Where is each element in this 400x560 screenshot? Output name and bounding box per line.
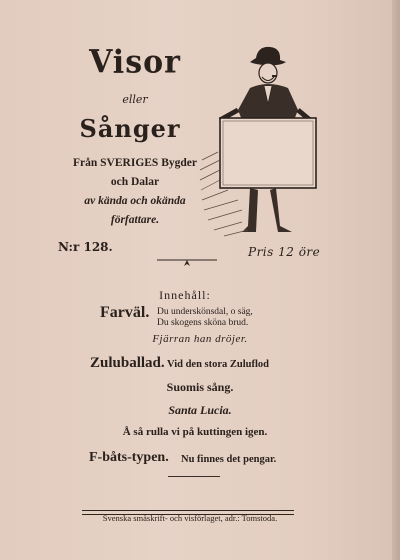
divider-rule <box>168 476 220 477</box>
song-title: Santa Lucia. <box>168 403 232 417</box>
song-lines <box>157 307 253 329</box>
cover-origin <box>50 154 220 230</box>
song-line: Du underskönsdal, o säg, <box>157 307 253 317</box>
price-label: Pris 12 öre <box>248 245 321 259</box>
song-subtitle: Nu finnes det pengar. <box>181 454 277 465</box>
origin-line: Från SVERIGES Bygder <box>73 157 197 169</box>
song-title: F-båts-typen. <box>89 450 169 465</box>
origin-line: författare. <box>110 214 160 226</box>
cover-title: Visor <box>89 44 181 81</box>
song-subtitle: Vid den stora Zuluflod <box>167 359 270 370</box>
song-title: Fjärran han dröjer. <box>152 333 248 345</box>
song-line: Du skogens sköna brud. <box>157 318 249 328</box>
page-edge <box>392 0 400 560</box>
song-title: Å så rulla vi på kuttingen igen. <box>122 426 268 438</box>
issue-number: N:r 128. <box>58 240 113 254</box>
song-title: Zuluballad. <box>90 355 165 371</box>
origin-line: av kända och okända <box>84 195 186 207</box>
song-title: Farväl. <box>100 304 150 321</box>
ornament-divider <box>157 256 217 268</box>
publisher-footer: Svenska småskrift- och visförlaget, adr.: Tomstoda. <box>102 513 278 523</box>
cover-eller: eller <box>122 93 148 106</box>
origin-line: och Dalar <box>110 176 160 188</box>
song-title: Suomis sång. <box>166 380 234 394</box>
cover-subtitle: Sånger <box>79 114 181 143</box>
contents-heading: Innehåll: <box>159 288 211 302</box>
man-holding-sign-icon <box>198 40 326 240</box>
